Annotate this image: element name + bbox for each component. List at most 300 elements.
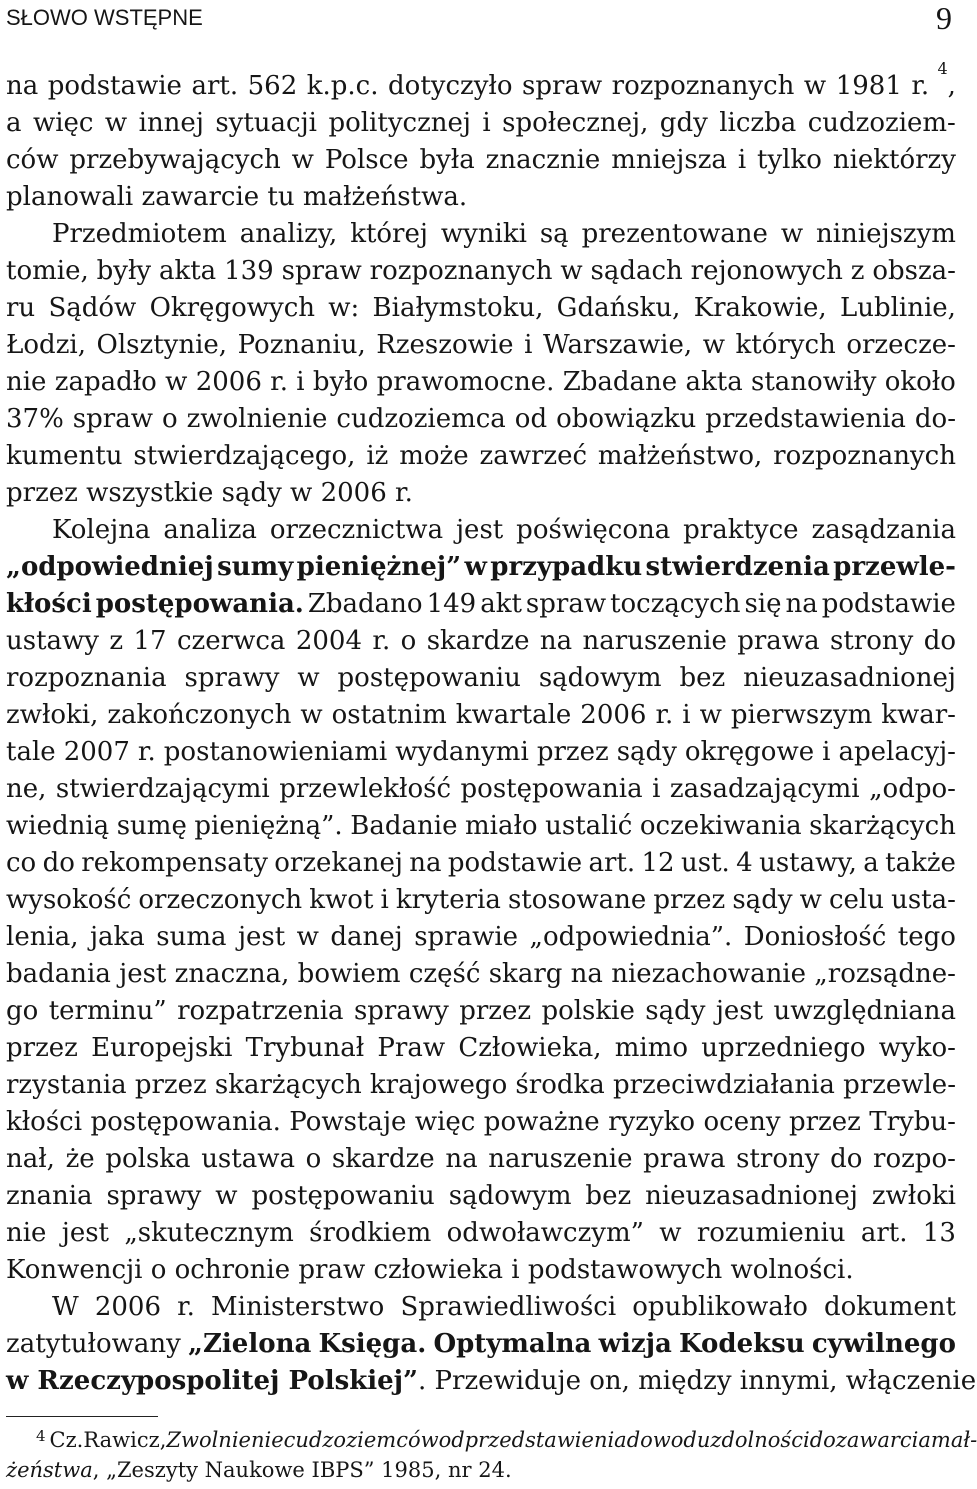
word: polska [105,1144,191,1174]
word: cywilnego [811,1329,956,1359]
word: zatytułowany [6,1329,181,1359]
word: Krakowie, [693,293,827,323]
word: prawa [643,1144,726,1174]
word: polskie [541,996,635,1026]
word: w [702,330,725,360]
word: do [830,1144,863,1174]
line-text: Konwencji o ochronie praw człowieka i podstawowych wolności. [6,1255,854,1285]
text-line [6,1178,956,1215]
word: przewle- [833,552,956,582]
word: spraw [525,589,607,619]
word: niektórzy [832,145,956,175]
word: znania [6,1181,93,1211]
word: prezentowane [581,219,768,249]
word: i [737,145,747,175]
word: jest [715,996,764,1026]
word: zasadzającymi [669,774,860,804]
word: skardze [426,626,530,656]
word: mniejsza [611,145,727,175]
word: były [96,256,152,286]
word: na [6,71,39,101]
word: r. [270,367,288,397]
word: ryzyko [608,1107,696,1137]
word: politycznej [328,108,471,138]
word: wizja [598,1329,672,1359]
word: go [6,996,39,1026]
word: pieniężnej” [296,552,462,582]
word: o [400,626,417,656]
word: wysokość [6,885,132,915]
word: Rawicz, [83,1428,167,1452]
word: sumy [217,552,294,582]
word: sądowym [538,663,662,693]
text-line [6,734,956,771]
word: sprawy [106,1181,202,1211]
word: przedstawienia [705,404,906,434]
footnote-text: , „Zeszyty Naukowe IBPS” 1985, nr 24. [92,1458,512,1482]
text-line [6,1030,956,1067]
word: Doniosłość [743,922,887,952]
word: mimo [614,1033,688,1063]
word: których [735,330,836,360]
word: przez [6,1033,78,1063]
word: opublikowało [632,1292,808,1322]
page-number: 9 [936,0,952,36]
word: Warszawie, [542,330,693,360]
word: wyniki [440,219,527,249]
word: i [524,330,533,360]
word: 562 [247,71,298,101]
text-line [6,993,956,1030]
word: Zbadano [307,589,423,619]
word: stwierdzającymi [55,774,270,804]
word: Poznaniu, [237,330,366,360]
word: oceny [703,1107,781,1137]
word: ru [6,293,36,323]
word: cudzoziem- [807,108,956,138]
word: Trybunał [245,1033,365,1063]
word: niezachowanie [611,959,807,989]
word: sądy [616,737,677,767]
body-text [6,59,977,1400]
word: kłości [6,589,92,619]
word: jest [61,1218,110,1248]
word: Sądów [48,293,137,323]
word: suma [156,922,227,952]
word: Księga. [318,1329,427,1359]
word: 2004 [295,626,362,656]
word: dokument [823,1292,956,1322]
word: analiza [163,515,257,545]
word: w [297,663,320,693]
word: w [165,367,188,397]
word: jest [456,515,504,545]
text-line [6,179,956,216]
text-line [6,882,956,919]
word: bowiem [297,959,401,989]
text-line [6,697,956,734]
word: Łodzi, [6,330,86,360]
word: o [305,1144,322,1174]
word: może [399,441,469,471]
word: r. [372,626,391,656]
word: kwartale [455,700,572,730]
word: była [419,145,475,175]
text-line [6,142,956,179]
word: zasądzania [811,515,956,545]
text-line [6,59,956,105]
word: z [109,626,124,656]
word: 2006 [580,700,647,730]
word: wydanymi [395,737,529,767]
word: zakończonych [107,700,292,730]
word: kwar- [881,700,956,730]
word: poważne [483,1107,600,1137]
word: w [780,219,804,249]
word: sądach [590,256,683,286]
text-line [6,956,956,993]
running-head: SŁOWO WSTĘPNE [6,5,203,30]
word: Przedmiotem [52,219,227,249]
word: i [682,700,691,730]
word: sprawie [414,922,519,952]
word: spraw [72,404,153,434]
word: ustawy [6,626,99,656]
word: Kodeksu [679,1329,805,1359]
word: w [104,108,128,138]
word: badania [6,959,111,989]
word: Badanie [350,811,458,841]
word: 2007 [63,737,130,767]
word: także [885,848,956,878]
word: Lublinie, [839,293,956,323]
word: małżeństwo, [597,441,763,471]
word: skardze [331,1144,435,1174]
word: k.p.c. [306,71,379,101]
word: danej [330,922,403,952]
word: i [822,737,831,767]
word: uwzględniana [773,996,956,1026]
line-text: przez wszystkie sądy w 2006 r. [6,478,413,508]
footnote-mark: 4 [36,1427,46,1445]
word: sprawy [184,663,280,693]
word: część [408,959,481,989]
word: od [438,1428,465,1452]
word: a [6,108,22,138]
word: postępowaniu [337,663,521,693]
word: art. [588,848,636,878]
word: okręgowe [684,737,815,767]
word: sytuacji [215,108,317,138]
word: postępowania. [95,589,304,619]
word: 1981 [835,71,902,101]
word: na [785,589,818,619]
word: przez [536,737,609,767]
text-line [6,1067,956,1104]
word: w [659,1218,682,1248]
word: gdy [659,108,708,138]
word: „odpowiednia”. [529,922,733,952]
word: tylko [757,145,822,175]
text-line [6,1326,956,1363]
word: Białymstoku, [372,293,544,323]
word: Gdańsku, [556,293,681,323]
word: postępowania [460,774,643,804]
word: r. [137,737,156,767]
word: nieuzasadnionej [743,663,956,693]
word: spraw [281,256,362,286]
word: postępowania. [90,1107,281,1137]
word: przez [653,885,726,915]
word: nieuzasadnionej [645,1181,858,1211]
word: prawa [737,626,820,656]
word: r. $^4$, [911,59,956,101]
word: spraw [521,71,603,101]
word: są [539,219,569,249]
word: celu [828,885,884,915]
word: praktyce [683,515,799,545]
line-text: planowali zawarcie tu małżeństwa. [6,182,468,212]
word: więc [32,108,94,138]
punctuation: , [947,71,956,101]
word: stwierdzenia [645,552,830,582]
word: przeciwdziałania [612,1070,835,1100]
word: kryteria [395,885,501,915]
word: i [652,774,661,804]
word: wiednią [6,811,110,841]
word: skarżących [214,1070,362,1100]
word: kwot [309,885,374,915]
word: kłości [6,1107,83,1137]
word: że [65,1144,95,1174]
text-line [6,586,956,623]
word: przez [134,1070,207,1100]
word: 37% [6,404,64,434]
paragraph-first-line [6,512,956,549]
word: Rzeszowie [376,330,514,360]
word: w [803,71,827,101]
word: 4 [736,848,753,878]
word: rzystania [6,1070,127,1100]
word: podstawie [447,848,583,878]
word: ne, [6,774,47,804]
word: W [52,1292,79,1322]
word: na [445,1144,478,1174]
word: Okręgowych [149,293,315,323]
text-line [6,808,956,845]
word: sumę [116,811,187,841]
word: społecznej, [502,108,649,138]
text-line [6,327,956,364]
word: 17 [133,626,167,656]
word: akta [685,367,743,397]
word: od [514,404,548,434]
word: Polsce [324,145,409,175]
word: „odpo- [869,774,956,804]
word: rozpoznanych [611,71,795,101]
word: Ministerstwo [211,1292,385,1322]
word: bez [585,1181,632,1211]
word: postanowieniami [163,737,388,767]
word: tomie, [6,256,89,286]
word: „skutecznym [124,1218,294,1248]
word: jest [119,959,167,989]
word: skarżących [809,811,956,841]
text-line [6,1104,956,1141]
word: toczących [610,589,741,619]
word: orzekanej [274,848,403,878]
word: art. [191,71,239,101]
word: sądowym [448,1181,572,1211]
word: 2006 [94,1292,161,1322]
word: skarg [488,959,563,989]
word: akt [480,589,522,619]
footnote-reference[interactable]: 4 [937,59,948,79]
word: przedstawienia [464,1428,627,1452]
word: w [699,700,722,730]
word: rozpoznanych [773,441,956,471]
word: iż [366,441,389,471]
word: przez [788,1107,861,1137]
word: $^4$ Cz. [36,1427,84,1452]
word: o [161,404,178,434]
word: rozumieniu [696,1218,846,1248]
word: Europejski [91,1033,233,1063]
word: rozpatrzenia [177,996,344,1026]
word: niniejszym [816,219,956,249]
word: akta [158,256,217,286]
word: w [300,700,323,730]
word: zwłoki, [6,700,99,730]
word: się [744,589,782,619]
word: Trybu- [869,1107,956,1137]
word: i [380,885,389,915]
text-line [6,660,956,697]
word: w: [328,293,360,323]
text-line [6,771,956,808]
word: przebywających [69,145,281,175]
word: cudzoziemców [283,1428,439,1452]
word: Optymalna [433,1329,592,1359]
word: zwłoki [871,1181,956,1211]
word: środka [515,1070,605,1100]
word: Człowieka, [458,1033,602,1063]
word: i [296,367,305,397]
word: bez [679,663,726,693]
word: Olsztynie, [96,330,228,360]
word: orzeczonych [138,885,303,915]
word: apelacyj- [838,737,956,767]
word: nie [6,367,47,397]
word: podstawie [47,71,182,101]
word: sądy [645,996,706,1026]
word: zwolnienie [186,404,328,434]
word: pierwszym [730,700,873,730]
word: stosowane [507,885,647,915]
word: sprawy [353,996,449,1026]
word: rejonowych [690,256,843,286]
word: podstawie [821,589,956,619]
word: znacznie [485,145,601,175]
word: przypadku [490,552,643,582]
word: naruszenie [582,626,727,656]
word: przewlekłość [279,774,452,804]
text-line [6,1141,956,1178]
word: na [570,959,603,989]
word: sądy [732,885,793,915]
text-line [6,253,956,290]
text-line [6,919,956,956]
word: lenia, [6,922,79,952]
word: stwierdzającego, [133,441,356,471]
word: obowiązku [556,404,697,434]
word: do- [914,404,956,434]
word: przez [459,996,532,1026]
word: jest [237,922,286,952]
word: zawarcia [835,1428,931,1452]
word: Powstaje [289,1107,407,1137]
word: strony [736,1144,820,1174]
word: dotyczyło [388,71,513,101]
word: rekompensaty [81,848,268,878]
word: Kolejna [52,515,151,545]
word: znaczna, [174,959,290,989]
text-line [6,475,956,512]
word: i [482,108,491,138]
word: uprzedniego [701,1033,866,1063]
word: zapadło [54,367,157,397]
word: nał, [6,1144,55,1174]
word: w [799,885,822,915]
word: rozpo- [873,1144,956,1174]
text-line [6,845,956,882]
word: cudzoziemca [336,404,506,434]
word: postępowaniu [251,1181,435,1211]
word: orzecze- [846,330,956,360]
word: pieniężną”. [194,811,343,841]
word: kumentu [6,441,123,471]
word: obsza- [872,256,956,286]
word: analizy, [239,219,338,249]
word: terminu” [48,996,167,1026]
word: na [539,626,573,656]
word: rozpoznania [6,663,167,693]
text-line [6,438,956,475]
word: do [42,848,75,878]
word: 149 [426,589,477,619]
word: orzecznictwa [269,515,444,545]
footnote-line [6,1425,977,1455]
text-line [6,1363,977,1400]
word: ców [6,145,59,175]
word: mał- [930,1428,977,1452]
word: a [863,848,879,878]
paragraph-first-line [6,1289,956,1326]
word: tego [897,922,956,952]
footnote-line [6,1455,956,1485]
word: której [350,219,428,249]
line-text: . Przewiduje on, między innymi, włączenie [418,1366,977,1396]
word: zawrzeć [479,441,588,471]
text-line [6,290,956,327]
footnotes [6,1425,977,1485]
word: art. [860,1218,908,1248]
word: Zwolnienie [166,1428,284,1452]
word: co [6,848,37,878]
word: strony [829,626,914,656]
word: przewle- [843,1070,956,1100]
word: krajowego [369,1070,508,1100]
